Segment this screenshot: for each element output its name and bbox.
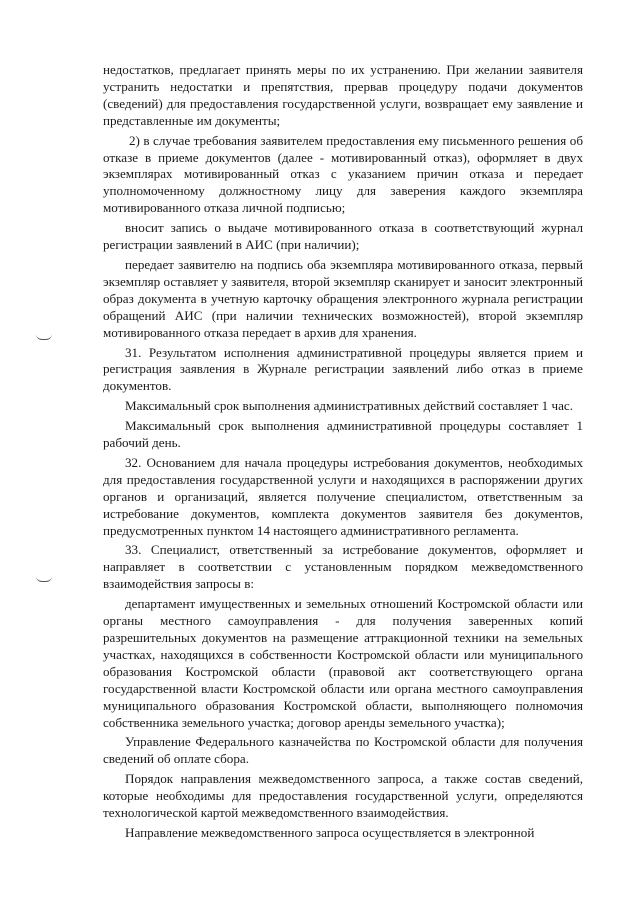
paragraph-signature: передает заявителю на подпись оба экземпляра мотивированного отказа, первый экземпляр оставляет у заявителя, второй экземпляр сканирует и заносит электронный образ документа в учетную карточку обращения электронного журнала регистрации обращений АИС (при наличии технических возможностей), второй экземпляр мотивированного отказа передает в архив для хранения. — [103, 256, 583, 340]
document-page — [103, 62, 583, 845]
paragraph-treasury: Управление Федерального казначейства по Костромской области для получения сведений об оплате сбора. — [103, 734, 583, 767]
paragraph-procedure-order: Порядок направления межведомственного запроса, а также состав сведений, которые необходимы для предоставления государственной услуги, определяются технологической картой межведомственного взаимодействия. — [103, 771, 583, 821]
paragraph-32: 32. Основанием для начала процедуры истребования документов, необходимых для предоставления государственной услуги и находящихся в распоряжении других органов и организаций, является получение специалистом, ответственным за истребование документов, комплекта документов заявителя без документов, предусмотренных пунктом 14 настоящего административного регламента. — [103, 454, 583, 538]
binding-mark — [36, 576, 52, 582]
paragraph-electronic: Направление межведомственного запроса осуществляется в электронной — [125, 824, 535, 840]
paragraph-max-procedure: Максимальный срок выполнения административной процедуры составляет 1 рабочий день. — [103, 418, 583, 451]
paragraph-item-2: 2) в случае требования заявителем предоставления ему письменного решения об отказе в приеме документов (далее - мотивированный отказ), оформляет в двух экземплярах мотивированный отказ с указанием причин отказа и передает уполномоченному должностному лицу для заверения каждого экземпляра мотивированного отказа личной подписью; — [103, 132, 583, 216]
paragraph-continuation: недостатков, предлагает принять меры по их устранению. При желании заявителя устранить недостатки и препятствия, прервав процедуру подачи документов (сведений) для предоставления государственной услуги, возвращает ему заявление и представленные им документы; — [103, 62, 583, 128]
paragraph-31: 31. Результатом исполнения административной процедуры является прием и регистрация заявления в Журнале регистрации заявлений либо отказ в приеме документов. — [103, 344, 583, 394]
paragraph-journal-entry: вносит запись о выдаче мотивированного отказа в соответствующий журнал регистрации заявлений в АИС (при наличии); — [103, 220, 583, 253]
binding-mark — [36, 334, 52, 340]
paragraph-33: 33. Специалист, ответственный за истребование документов, оформляет и направляет в соответствии с установленным порядком межведомственного взаимодействия запросы в: — [103, 542, 583, 592]
paragraph-department: департамент имущественных и земельных отношений Костромской области или органы местного самоуправления - для получения заверенных копий разрешительных документов на размещение аттракционной техники на земельных участках, находящихся в собственности Костромской области или муниципального образования Костромской области (правовой акт соответствующего органа государственной власти Костромской области или органа местного самоуправления муниципального образования Костромской области, выполняющего полномочия собственника земельного участка; договор аренды земельного участка); — [103, 596, 583, 730]
paragraph-max-actions: Максимальный срок выполнения административных действий составляет 1 час. — [125, 398, 573, 414]
